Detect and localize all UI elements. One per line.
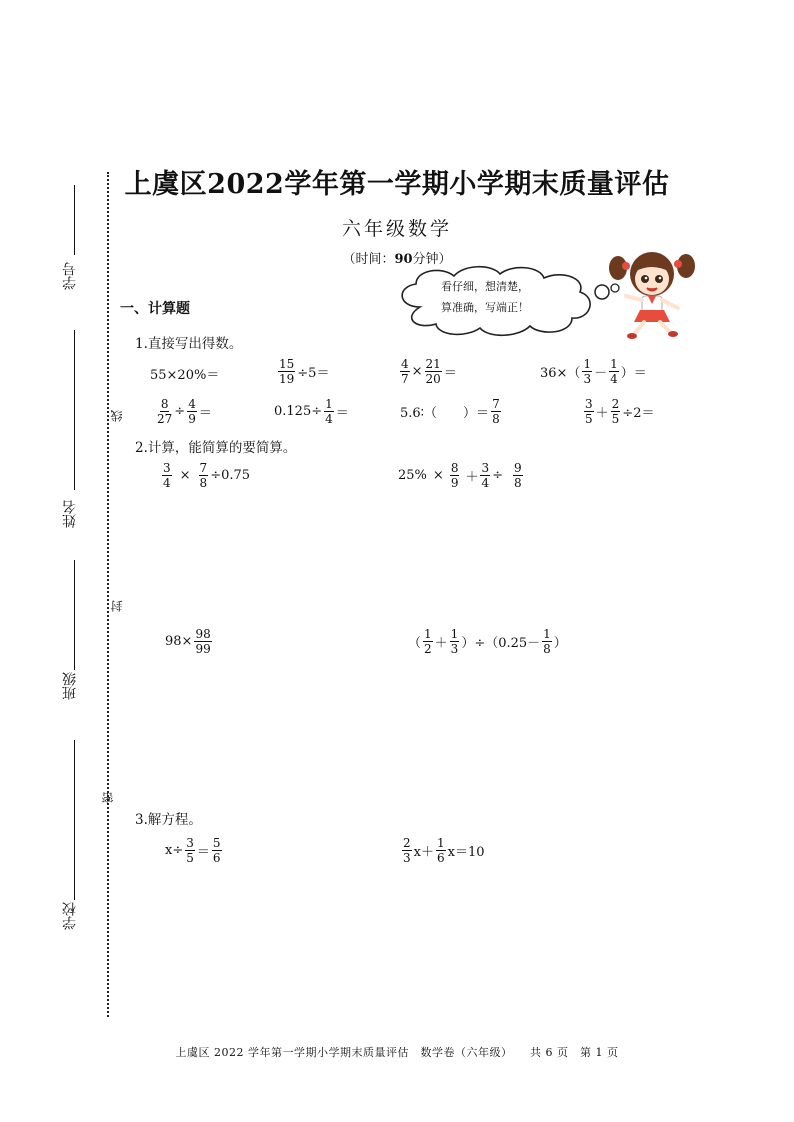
seal-mark-seal: 封	[110, 600, 124, 612]
bubble-line-1: 看仔细，想清楚，	[441, 280, 529, 293]
denominator: 19	[279, 372, 295, 386]
denominator: 6	[436, 851, 445, 865]
denominator: 20	[425, 372, 441, 386]
denominator: 8	[514, 476, 522, 490]
q2-d-mid: ）÷（0.25－	[461, 636, 541, 651]
school-line	[74, 740, 75, 900]
denominator: 3	[583, 372, 592, 386]
denominator: 4	[325, 412, 333, 426]
denominator: 5	[585, 412, 593, 426]
q1-item-e	[155, 398, 212, 425]
denominator: 8	[543, 642, 551, 656]
denominator: 99	[195, 642, 211, 656]
seal-mark-line: 线	[110, 410, 124, 422]
numerator: 1	[610, 357, 618, 371]
numerator: 2	[403, 836, 411, 850]
operator: －	[594, 366, 608, 381]
q1-item-b	[276, 358, 329, 385]
numerator: 9	[514, 461, 522, 475]
q1-e-tail: ＝	[198, 406, 212, 421]
q1-item-c	[398, 358, 457, 385]
denominator: 4	[163, 476, 171, 490]
numerator: 2	[611, 397, 620, 411]
q1-h-tail: ÷2＝	[622, 406, 655, 421]
q3-b-tail: x＝10	[447, 845, 485, 860]
q3-b-mid: x＋	[413, 845, 434, 860]
numerator: 3	[186, 836, 194, 850]
denominator: 4	[481, 476, 490, 490]
numerator: 1	[325, 397, 333, 411]
page-subtitle: 六年级数学	[341, 218, 452, 240]
q1-b-tail: ÷5＝	[297, 366, 330, 381]
fraction	[450, 628, 460, 655]
operator: ×	[411, 364, 423, 379]
fraction	[324, 398, 334, 425]
fraction	[611, 398, 621, 425]
q1-item-d	[540, 358, 647, 385]
fraction	[212, 837, 222, 864]
numerator: 3	[481, 461, 490, 475]
numerator: 7	[492, 397, 500, 411]
numerator: 8	[160, 397, 169, 411]
numerator: 1	[424, 627, 432, 641]
numerator: 1	[583, 357, 592, 371]
operator: ÷	[174, 404, 186, 419]
numerator: 15	[279, 357, 295, 371]
denominator: 8	[492, 412, 500, 426]
fraction	[491, 398, 501, 425]
q2-item-a	[160, 462, 250, 489]
fraction	[194, 628, 211, 655]
student-id-label: 学号	[62, 262, 78, 290]
operator: ×	[432, 468, 444, 483]
fraction	[480, 462, 490, 489]
time-suffix: 分钟）	[412, 252, 452, 267]
q1-item-a	[150, 364, 219, 383]
numerator: 1	[450, 627, 459, 641]
q2-d-tail: ）	[553, 636, 567, 651]
q1-c-tail: ＝	[443, 366, 457, 381]
numerator: 3	[585, 397, 593, 411]
denominator: 6	[212, 851, 221, 865]
denominator: 5	[186, 851, 194, 865]
operator: ＋	[434, 636, 448, 651]
page-title: 上虞区2022学年第一学期小学期末质量评估	[124, 169, 670, 200]
fraction	[542, 628, 552, 655]
fraction	[278, 358, 295, 385]
numerator: 1	[436, 836, 445, 850]
q2-d-head: （	[408, 636, 422, 651]
q1-d-tail: ）＝	[620, 366, 647, 381]
fraction	[450, 462, 460, 489]
fraction	[400, 358, 410, 385]
fraction	[582, 358, 592, 385]
q1-f-tail: ＝	[335, 406, 349, 421]
fraction	[185, 837, 195, 864]
numerator: 1	[543, 627, 551, 641]
operator: ×	[179, 468, 191, 483]
fraction	[157, 398, 172, 425]
denominator: 27	[157, 412, 173, 426]
bubble-line-2: 算准确，写端正！	[441, 301, 529, 314]
denominator: 7	[401, 372, 409, 386]
q1-item-g	[400, 398, 503, 425]
q1-item-f	[274, 398, 349, 425]
q2-b-head: 25%	[398, 468, 427, 483]
denominator: 2	[424, 642, 432, 656]
operator: ÷	[492, 468, 504, 483]
fraction	[162, 462, 172, 489]
q3-title: 3.解方程。	[135, 812, 202, 828]
numerator: 4	[188, 397, 196, 411]
q2-a-tail: ÷0.75	[210, 468, 251, 483]
q2-item-d	[408, 628, 567, 655]
numerator: 8	[450, 461, 459, 475]
denominator: 3	[450, 642, 459, 656]
q2-item-b	[398, 462, 525, 489]
fraction	[187, 398, 197, 425]
name-label: 姓名	[62, 500, 78, 528]
numerator: 7	[199, 461, 208, 475]
q3-a-head: x÷	[165, 843, 184, 858]
operator: ＝	[196, 845, 210, 860]
numerator: 98	[195, 627, 211, 641]
q2-item-c	[165, 628, 214, 655]
q1-item-h	[582, 398, 654, 425]
seal-mark-secret: 密	[101, 792, 115, 804]
fraction	[402, 837, 412, 864]
q1-g-head: 5.6∶（ ）＝	[400, 406, 490, 421]
fraction	[425, 358, 442, 385]
cartoon-girl-icon	[608, 246, 698, 342]
fraction	[584, 398, 594, 425]
numerator: 4	[401, 357, 409, 371]
time-value: 90	[394, 252, 413, 267]
q1-d-head: 36×（	[540, 366, 581, 381]
section-1-title: 一、计算题	[120, 301, 190, 317]
denominator: 9	[450, 476, 459, 490]
fraction	[423, 628, 433, 655]
school-label: 学校	[62, 902, 78, 930]
denominator: 3	[403, 851, 411, 865]
q2-title: 2.计算，能简算的要简算。	[135, 440, 297, 456]
denominator: 4	[610, 372, 618, 386]
q1-f-head: 0.125÷	[274, 404, 323, 419]
fraction	[513, 462, 523, 489]
q3-item-a	[165, 837, 224, 864]
class-label: 班级	[62, 672, 78, 700]
numerator: 21	[425, 357, 441, 371]
bubble-text	[420, 276, 550, 318]
fraction	[609, 358, 619, 385]
operator: ＋	[465, 470, 479, 485]
name-line	[74, 330, 75, 490]
numerator: 3	[163, 461, 171, 475]
page-footer: 上虞区 2022 学年第一学期小学期末质量评估 数学卷（六年级） 共 6 页 第 1 页	[175, 1046, 619, 1059]
denominator: 5	[611, 412, 620, 426]
q1-a-text: 55×20%＝	[150, 368, 220, 383]
denominator: 8	[199, 476, 208, 490]
operator: ＋	[595, 406, 609, 421]
fraction	[199, 462, 209, 489]
fraction	[436, 837, 446, 864]
denominator: 9	[188, 412, 196, 426]
q1-title: 1.直接写出得数。	[135, 336, 243, 352]
q3-item-b	[400, 837, 485, 864]
q2-c-head: 98×	[165, 634, 193, 649]
binding-dotted-line	[107, 172, 109, 1017]
time-prefix: （时间：	[342, 252, 395, 267]
class-line	[74, 560, 75, 670]
numerator: 5	[212, 836, 221, 850]
